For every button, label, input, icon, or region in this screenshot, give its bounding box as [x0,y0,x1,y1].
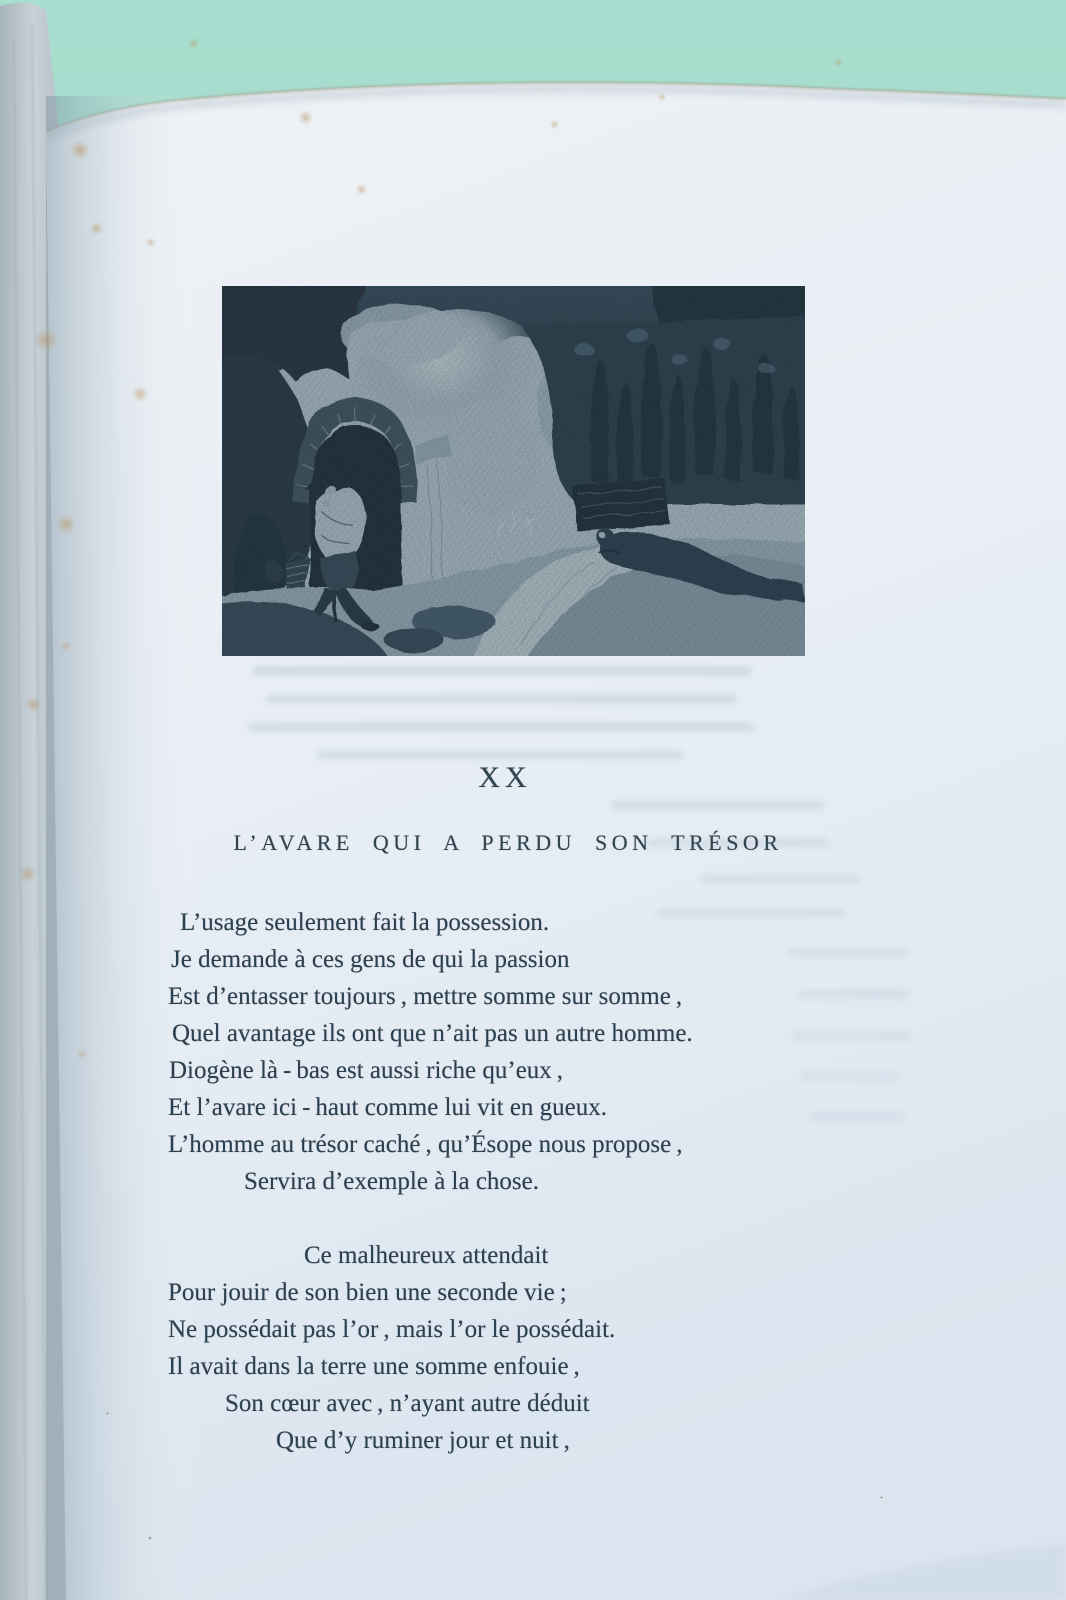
show-through-line [793,1032,911,1041]
verse-line: Son cœur avec , n’ayant autre déduit [225,1390,590,1417]
verse-line: Et l’avare ici - haut comme lui vit en gueux. [168,1094,608,1121]
verse-line: Je demande à ces gens de qui la passion [171,946,570,973]
foxing-spot [132,386,148,402]
show-through-line [266,694,738,704]
ink-speck [106,1412,109,1415]
foxing-spot [658,93,666,101]
foxing-spot [146,238,155,247]
show-through-line [610,800,825,810]
foxing-spot [26,697,41,712]
verse-line: Que d’y ruminer jour et nuit , [276,1427,570,1454]
foxing-spot [70,140,90,160]
foxing-spot [356,184,367,195]
verse-line: Il avait dans la terre une somme enfouie , [168,1353,580,1380]
verse-line: L’homme au trésor caché , qu’Ésope nous propose , [168,1131,683,1158]
ink-speck [148,1536,152,1540]
foxing-spot [60,640,72,652]
show-through-line [700,874,860,884]
foxing-spot [188,38,199,49]
show-through-line [798,990,910,999]
fable-title: L’AVARE QUI A PERDU SON TRÉSOR [233,830,783,855]
engraving-grain [222,286,805,656]
stanza-gap [168,1200,693,1237]
foxing-spot [298,110,313,125]
poem [168,904,693,1459]
verse-line: Ne possédait pas l’or , mais l’or le possédait. [168,1316,616,1343]
foxing-spot [90,222,103,235]
foxing-spot [76,1048,88,1060]
verse-line: Diogène là - bas est aussi riche qu’eux , [169,1057,564,1084]
show-through-line [810,1112,905,1121]
foxing-spot [834,58,843,67]
show-through-line [800,1072,900,1081]
ink-speck [880,1496,883,1499]
chapter-number: XX [478,761,532,794]
show-through-line [252,666,752,676]
engraving-image [222,286,805,656]
engraving-illustration [222,286,805,656]
verse-line: Servira d’exemple à la chose. [244,1168,540,1195]
verse-line: Ce malheureux attendait [304,1242,549,1269]
foxing-spot [56,514,76,534]
verse-line: Est d’entasser toujours , mettre somme sur somme , [168,983,683,1010]
show-through-line [788,948,908,957]
verse-line: Quel avantage ils ont que n’ait pas un autre homme. [172,1020,693,1047]
verse-line: L’usage seulement fait la possession. [180,909,550,936]
show-through-line [316,750,684,760]
verse-line: Pour jouir de son bien une seconde vie ; [168,1279,567,1306]
foxing-spot [34,328,58,352]
foxing-spot [20,866,36,882]
show-through-line [248,722,754,732]
foxing-spot [550,120,559,129]
